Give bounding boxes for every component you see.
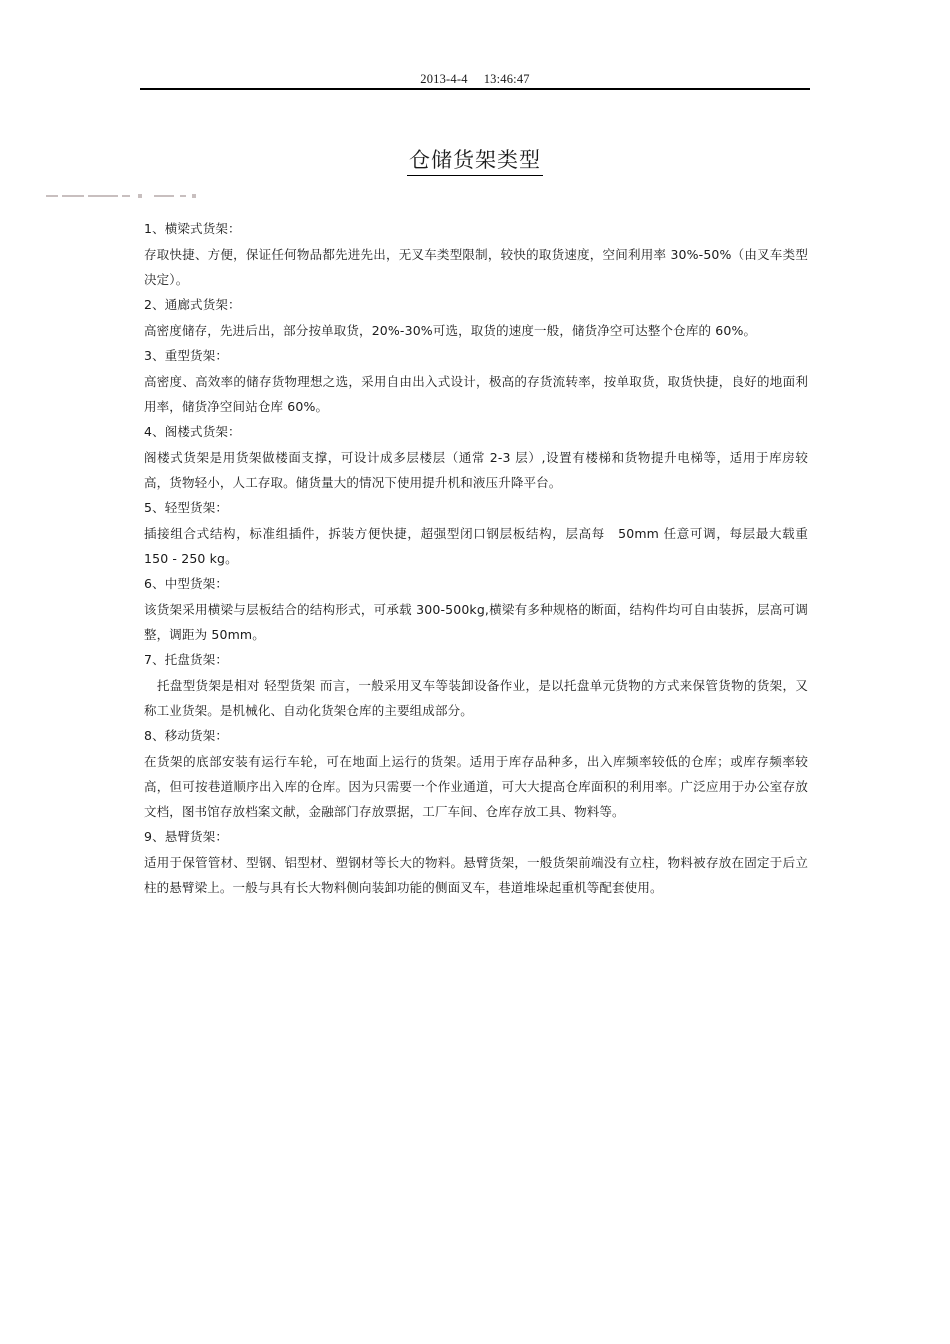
section-item (144, 824, 808, 900)
section-body: 适用于保管管材、型钢、铝型材、塑钢材等长大的物料。悬臂货架，一般货架前端没有立柱，物料被存放在固定于后立柱的悬臂梁上。一般与具有长大物料侧向装卸功能的侧面叉车，巷道堆垛起重机等配套使用。 (144, 855, 808, 895)
section-item (144, 292, 808, 343)
section-item (144, 495, 808, 571)
header-timestamp: 2013-4-4 13:46:47 (420, 72, 530, 86)
section-item (144, 571, 808, 647)
decorative-dotted-line (46, 194, 206, 198)
section-body: 存取快捷、方便，保证任何物品都先进先出，无叉车类型限制，较快的取货速度，空间利用率 30%-50%（由叉车类型决定）。 (144, 247, 808, 287)
section-item (144, 216, 808, 292)
document-title (0, 146, 950, 176)
section-body: 在货架的底部安装有运行车轮，可在地面上运行的货架。适用于库存品种多，出入库频率较低的仓库；或库存频率较高，但可按巷道顺序出入库的仓库。因为只需要一个作业通道，可大大提高仓库面积的利用率。广泛应用于办公室存放文档，图书馆存放档案文献，金融部门存放票据，工厂车间、仓库存放工具、物料等。 (144, 754, 808, 819)
section-heading: 1、横梁式货架： (144, 221, 241, 236)
document-title-text: 仓储货架类型 (407, 146, 543, 176)
section-item (144, 647, 808, 723)
section-heading: 6、中型货架： (144, 576, 229, 591)
section-item (144, 723, 808, 824)
page-header (140, 72, 810, 90)
document-body (144, 216, 808, 900)
section-body: 高密度、高效率的储存货物理想之选，采用自由出入式设计，极高的存货流转率，按单取货，取货快捷，良好的地面利用率，储货净空间站仓库 60%。 (144, 374, 808, 414)
section-body: 该货架采用横梁与层板结合的结构形式，可承载 300-500kg,横梁有多种规格的断面，结构件均可自由装拆，层高可调整，调距为 50mm。 (144, 602, 808, 642)
section-item (144, 419, 808, 495)
section-heading: 7、托盘货架： (144, 652, 229, 667)
section-heading: 9、悬臂货架： (144, 829, 229, 844)
section-body: 托盘型货架是相对 轻型货架 而言，一般采用叉车等装卸设备作业，是以托盘单元货物的方式来保管货物的货架，又称工业货架。是机械化、自动化货架仓库的主要组成部分。 (144, 678, 808, 718)
section-heading: 2、通廊式货架： (144, 297, 241, 312)
section-heading: 5、轻型货架： (144, 500, 229, 515)
section-heading: 8、移动货架： (144, 728, 229, 743)
section-body: 阁楼式货架是用货架做楼面支撑，可设计成多层楼层（通常 2-3 层）,设置有楼梯和货物提升电梯等，适用于库房较高，货物轻小，人工存取。储货量大的情况下使用提升机和液压升降平台。 (144, 450, 808, 490)
section-body: 高密度储存，先进后出，部分按单取货，20%-30%可选，取货的速度一般，储货净空可达整个仓库的 60%。 (144, 323, 757, 338)
section-item (144, 343, 808, 419)
section-heading: 3、重型货架： (144, 348, 229, 363)
section-heading: 4、阁楼式货架： (144, 424, 241, 439)
section-body: 插接组合式结构，标准组插件，拆装方便快捷，超强型闭口钢层板结构，层高每 50mm 任意可调，每层最大载重 150 - 250 kg。 (144, 526, 808, 566)
